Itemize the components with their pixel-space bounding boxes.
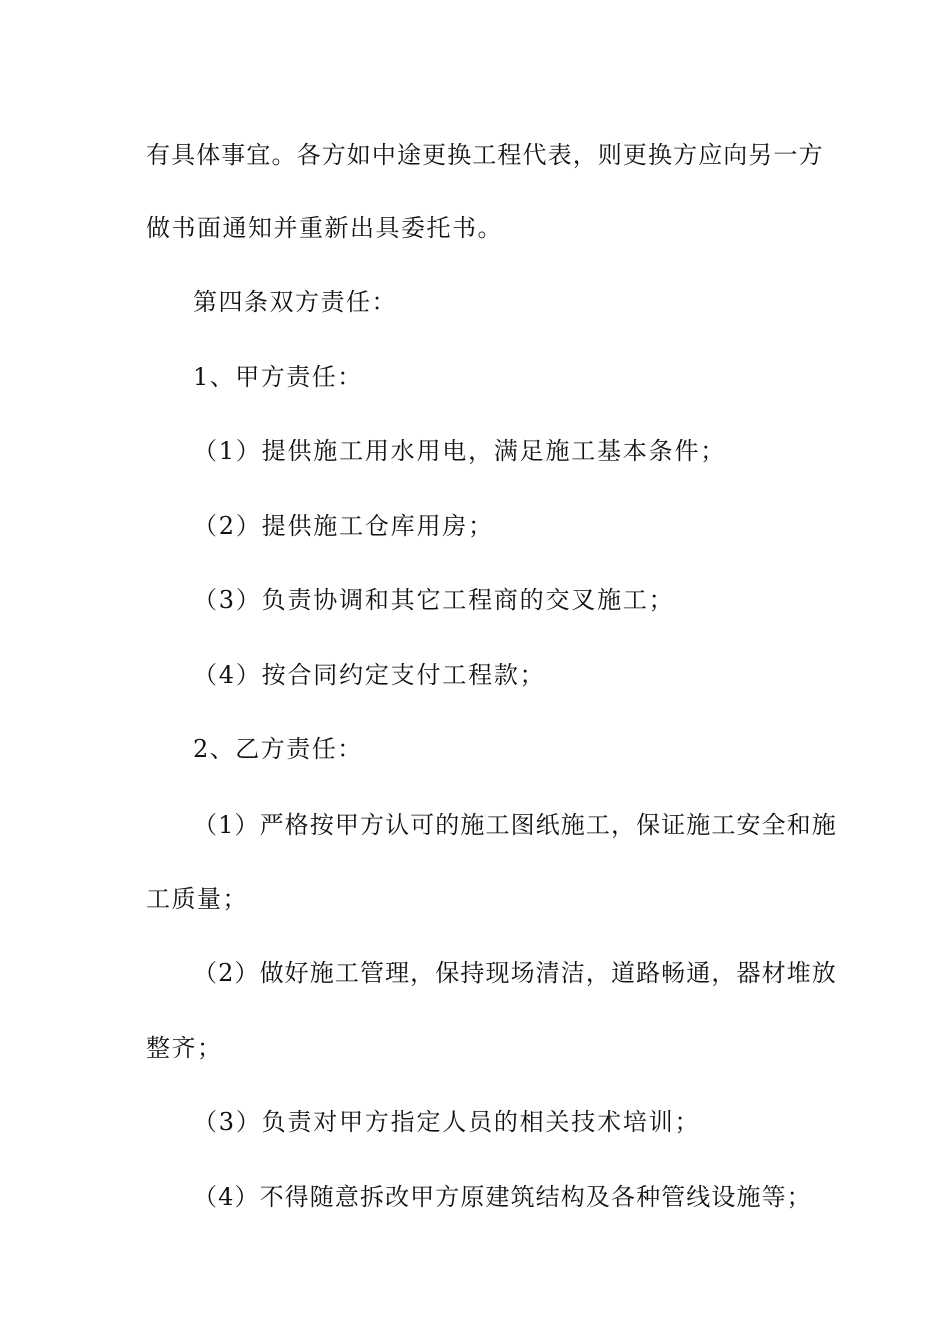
party-b-item-2-continued: 整齐； (146, 1034, 223, 1062)
text-line-2: 做书面通知并重新出具委托书。 (146, 214, 503, 242)
article-heading: 第四条双方责任： (193, 288, 397, 316)
party-a-heading: 1、甲方责任： (193, 363, 363, 391)
party-b-item-1: （1）严格按甲方认可的施工图纸施工，保证施工安全和施 (193, 811, 837, 839)
party-a-item-3: （3）负责协调和其它工程商的交叉施工； (193, 586, 675, 614)
party-b-item-4: （4）不得随意拆改甲方原建筑结构及各种管线设施等； (193, 1183, 812, 1211)
party-b-item-1-continued: 工质量； (146, 885, 248, 913)
party-b-item-2: （2）做好施工管理，保持现场清洁，道路畅通，器材堆放 (193, 959, 837, 987)
party-a-item-1: （1）提供施工用水用电，满足施工基本条件； (193, 437, 727, 465)
party-a-item-2: （2）提供施工仓库用房； (193, 512, 494, 540)
party-a-item-4: （4）按合同约定支付工程款； (193, 661, 546, 689)
text-line-1: 有具体事宜。各方如中途更换工程代表，则更换方应向另一方 (146, 141, 824, 169)
party-b-heading: 2、乙方责任： (193, 735, 363, 763)
party-b-item-3: （3）负责对甲方指定人员的相关技术培训； (193, 1108, 701, 1136)
